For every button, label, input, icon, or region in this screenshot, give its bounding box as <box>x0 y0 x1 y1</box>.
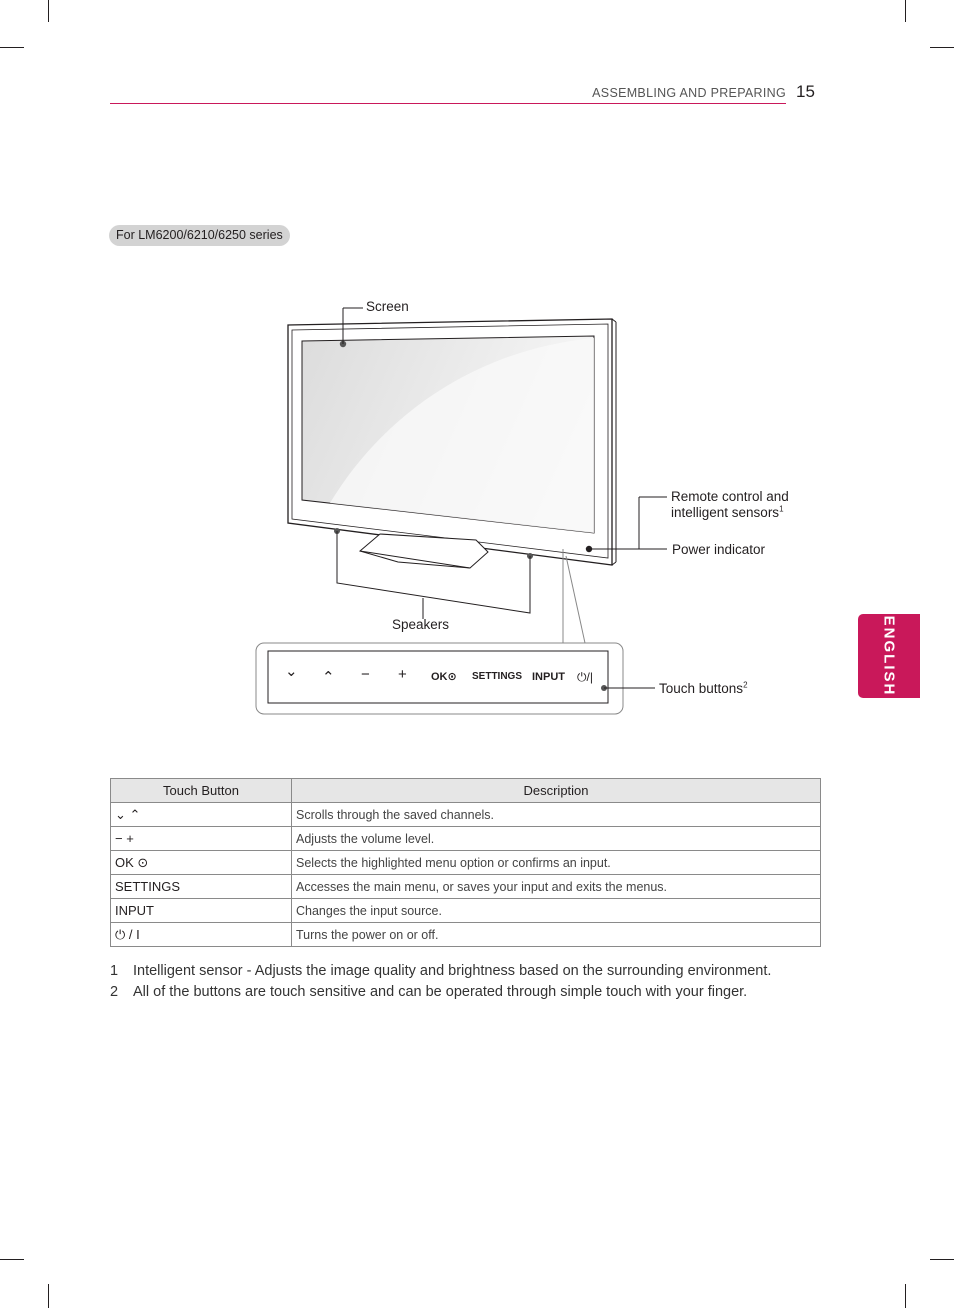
footnotes <box>110 963 830 1005</box>
touch-callout-line <box>566 556 585 643</box>
table-row <box>111 875 821 899</box>
settings-button[interactable]: SETTINGS <box>472 671 523 682</box>
footnote <box>110 984 830 1001</box>
footnote-ref-2: 2 <box>743 680 748 690</box>
power-icon[interactable]: ⏻/| <box>577 670 593 684</box>
footnote-ref-1: 1 <box>779 504 784 514</box>
table-cell-description: Turns the power on or off. <box>292 923 821 947</box>
table-cell-description: Scrolls through the saved channels. <box>292 803 821 827</box>
page-number: 15 <box>796 82 815 101</box>
channel-up-icon[interactable]: ⌃ <box>322 669 335 686</box>
language-tab-label: ENGLISH <box>880 615 898 697</box>
table-row <box>111 803 821 827</box>
table-cell-description: Adjusts the volume level. <box>292 827 821 851</box>
footnote-number: 2 <box>110 984 119 1000</box>
table-header-description: Description <box>292 779 821 803</box>
series-label: For LM6200/6210/6250 series <box>109 225 290 246</box>
table-row <box>111 899 821 923</box>
table-cell-button: OK ⊙ <box>111 851 292 875</box>
footnote-text: All of the buttons are touch sensitive and can be operated through simple touch with your finger. <box>133 984 748 1000</box>
ok-button[interactable]: OK⊙ <box>431 671 457 683</box>
speakers-label: Speakers <box>392 617 450 632</box>
touch-buttons-text: Touch buttons <box>659 681 744 696</box>
remote-sensor-label-line2 <box>671 505 789 521</box>
table-row <box>111 851 821 875</box>
footnote <box>110 963 830 980</box>
power-indicator-label: Power indicator <box>672 542 766 557</box>
table-cell-description: Accesses the main menu, or saves your input and exits the menus. <box>292 875 821 899</box>
table-header-row <box>111 779 821 803</box>
table-cell-button: INPUT <box>111 899 292 923</box>
table-cell-button: ⌄ ⌃ <box>111 803 292 827</box>
section-title: ASSEMBLING AND PREPARING <box>592 86 786 100</box>
remote-sensor-label <box>671 489 789 521</box>
table-cell-button: SETTINGS <box>111 875 292 899</box>
table-row <box>111 923 821 947</box>
touch-button-table <box>110 778 821 947</box>
footnote-number: 1 <box>110 963 119 979</box>
volume-up-icon[interactable]: + <box>398 666 407 683</box>
touch-panel <box>268 651 608 703</box>
table-header-touch-button: Touch Button <box>111 779 292 803</box>
remote-sensor-label-line1: Remote control and <box>671 489 789 504</box>
remote-sensor-text: intelligent sensors <box>671 505 780 520</box>
touch-buttons-label <box>659 681 748 697</box>
volume-down-icon[interactable]: − <box>361 666 370 683</box>
table-row <box>111 827 821 851</box>
tv-stand <box>360 534 488 568</box>
channel-down-icon[interactable]: ⌄ <box>285 663 298 680</box>
input-button[interactable]: INPUT <box>532 671 565 683</box>
table-cell-button: ⏻ / I <box>111 923 292 947</box>
table-cell-description: Changes the input source. <box>292 899 821 923</box>
screen-label: Screen <box>366 299 409 314</box>
footnote-text: Intelligent sensor - Adjusts the image quality and brightness based on the surrounding environment. <box>133 963 772 979</box>
table-cell-description: Selects the highlighted menu option or confirms an input. <box>292 851 821 875</box>
table-cell-button: − + <box>111 827 292 851</box>
